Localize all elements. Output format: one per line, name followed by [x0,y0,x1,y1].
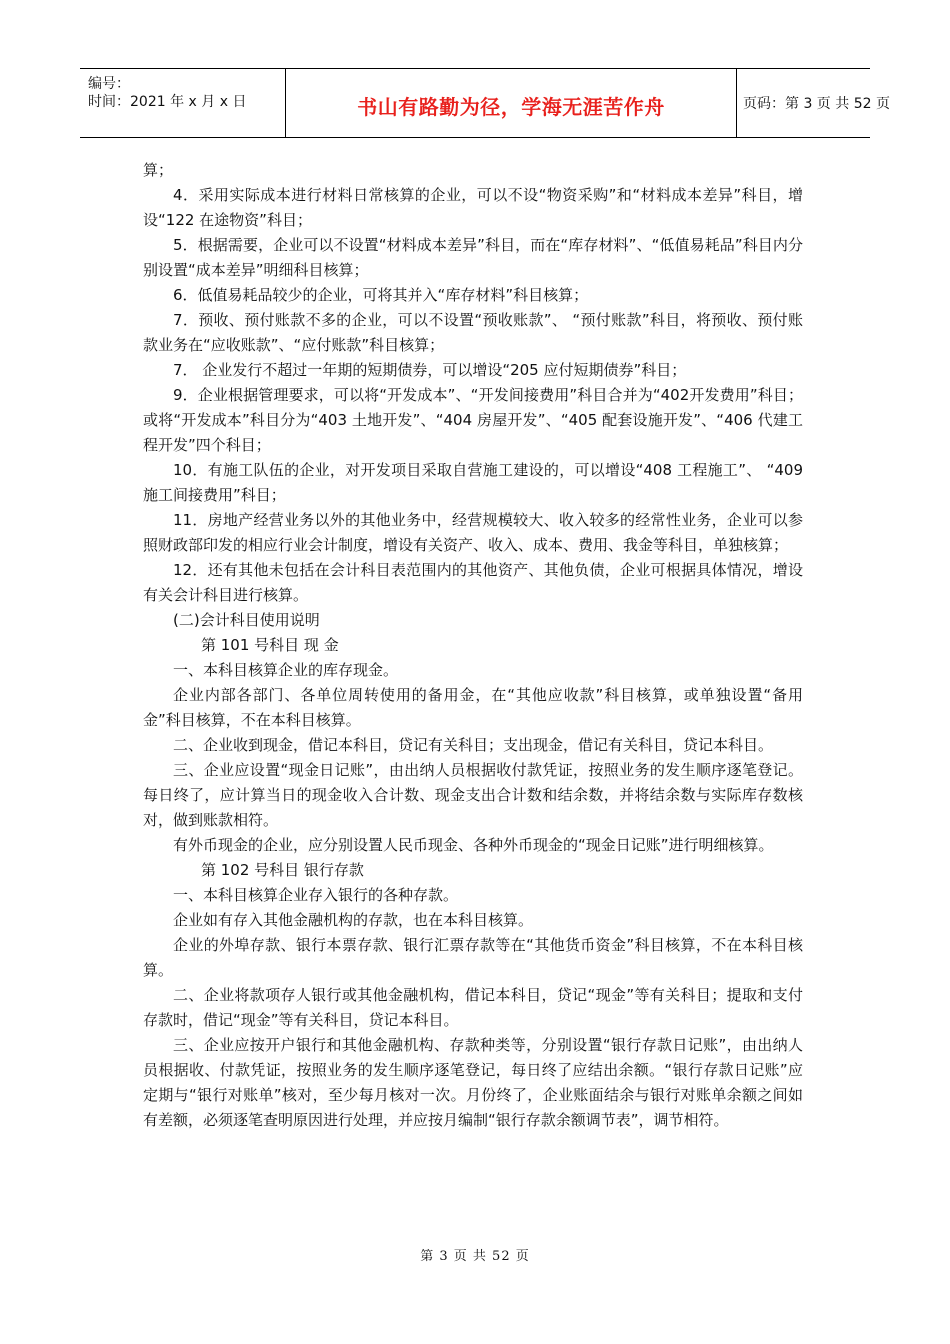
paragraph: 三、企业应设置“现金日记账”，由出纳人员根据收付款凭证，按照业务的发生顺序逐笔登记。每日终了，应计算当日的现金收入合计数、现金支出合计数和结余数，并将结余数与实际库存数核对，做到账款相符。 [143,761,803,829]
paragraph: 7．预收、预付账款不多的企业，可以不设置“预收账款”、 “预付账款”科目，将预收、预付账款业务在“应收账款”、“应付账款”科目核算； [143,311,803,354]
paragraph: 一、本科目核算企业的库存现金。 [173,661,399,679]
paragraph: 第 101 号科目 现 金 [201,636,339,654]
document-body [143,158,803,1133]
paragraph: 第 102 号科目 银行存款 [201,861,364,879]
paragraph: 9．企业根据管理要求，可以将“开发成本”、“开发间接费用”科目合并为“402开发费用”科目；或将“开发成本”科目分为“403 土地开发”、“404 房屋开发”、“405 配套设施开发”、“406 代建工程开发”四个科目； [143,386,803,454]
header-motto: 书山有路勤为径，学海无涯苦作舟 [357,95,665,119]
paragraph: 有外币现金的企业，应分别设置人民币现金、各种外币现金的“现金日记账”进行明细核算。 [173,836,774,854]
page-footer: 第 3 页 共 52 页 [420,1249,530,1264]
paragraph: 5．根据需要，企业可以不设置“材料成本差异”科目，而在“库存材料”、“低值易耗品”科目内分别设置“成本差异”明细科目核算； [143,236,803,279]
paragraph: 6．低值易耗品较少的企业，可将其并入“库存材料”科目核算； [173,286,589,304]
header-page-cell [735,69,890,137]
page-header [80,68,890,138]
paragraph: 算； [143,161,174,179]
paragraph: 企业如有存入其他金融机构的存款，也在本科目核算。 [173,911,534,929]
paragraph: 7． 企业发行不超过一年期的短期债券，可以增设“205 应付短期债券”科目； [173,361,687,379]
document-time-label: 时间：2021 年 x 月 x 日 [88,94,247,110]
header-motto-cell [285,69,737,137]
paragraph: 二、企业将款项存人银行或其他金融机构，借记本科目，贷记“现金”等有关科目；提取和支付存款时，借记“现金”等有关科目，贷记本科目。 [143,986,803,1029]
paragraph: 二、企业收到现金，借记本科目，贷记有关科目；支出现金，借记有关科目，贷记本科目。 [173,736,774,754]
paragraph: 10．有施工队伍的企业，对开发项目采取自营施工建设的，可以增设“408 工程施工”、 “409 施工间接费用”科目； [143,461,803,504]
header-meta-cell [80,69,285,137]
paragraph: 企业的外埠存款、银行本票存款、银行汇票存款等在“其他货币资金”科目核算，不在本科目核算。 [143,936,803,979]
paragraph: (二)会计科目使用说明 [173,611,320,629]
paragraph: 三、企业应按开户银行和其他金融机构、存款种类等，分别设置“银行存款日记账”，由出纳人员根据收、付款凭证，按照业务的发生顺序逐笔登记，每日终了应结出余额。“银行存款日记账”应定期与“银行对账单”核对，至少每月核对一次。月份终了，企业账面结余与银行对账单余额之间如有差额，必须逐笔查明原因进行处理，并应按月编制“银行存款余额调节表”，调节相符。 [143,1036,803,1129]
paragraph: 4．采用实际成本进行材料日常核算的企业，可以不设“物资采购”和“材料成本差异”科目，增设“122 在途物资”科目； [143,186,803,229]
paragraph: 一、本科目核算企业存入银行的各种存款。 [173,886,459,904]
document-number-label: 编号： [88,76,130,92]
paragraph: 12．还有其他未包括在会计科目表范围内的其他资产、其他负债，企业可根据具体情况，增设有关会计科目进行核算。 [143,561,803,604]
header-page-info: 页码：第 3 页 共 52 页 [743,96,890,112]
paragraph: 企业内部各部门、各单位周转使用的备用金，在“其他应收款”科目核算，或单独设置“备用金”科目核算，不在本科目核算。 [143,686,803,729]
paragraph: 11．房地产经营业务以外的其他业务中，经营规模较大、收入较多的经常性业务，企业可以参照财政部印发的相应行业会计制度，增设有关资产、收入、成本、费用、我金等科目，单独核算； [143,511,803,554]
